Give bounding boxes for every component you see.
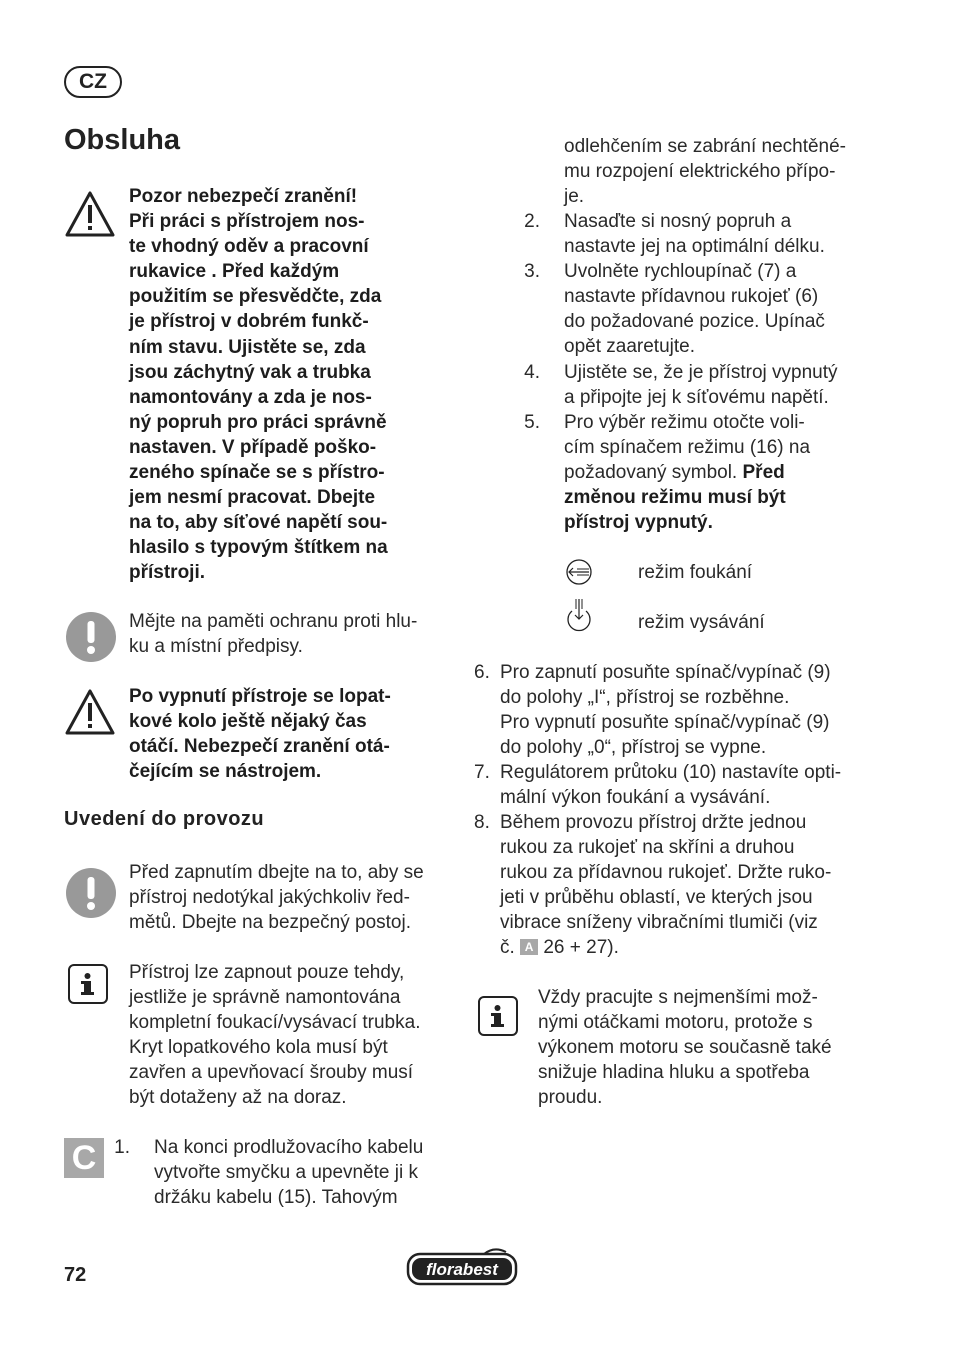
step-number: 8. [474, 812, 490, 833]
step-text-normal: Pro výběr režimu otočte voli- cím spínačem režimu (16) na požadovaný symbol. [564, 412, 811, 484]
language-badge: CZ [64, 66, 122, 98]
step-number: 6. [474, 662, 490, 683]
info-icon [478, 996, 518, 1036]
step-text: Pro zapnutí posuňte spínač/vypínač (9) do polohy „I“, přístroj se rozběhne. Pro vypnutí posuňte spínač/vypínač (9) do polohy „0“, přístroj se vypne. [500, 662, 831, 759]
warning-text-impeller: Po vypnutí přístroje se lopat- kové kolo ještě nějaký čas otáčí. Nebezpečí zranění otá- čejícím se nástrojem. [129, 686, 391, 783]
attention-icon [66, 612, 116, 662]
figure-a-badge: A [520, 939, 538, 955]
step-text [500, 810, 870, 961]
note-before-start: Před zapnutím dbejte na to, aby se přístroj nedotýkal jakýchkoliv řed- mětů. Dbejte na bezpečný postoj. [129, 862, 424, 934]
page-number: 72 [64, 1264, 87, 1286]
vacuum-mode-label: režim vysávání [638, 612, 765, 633]
info-icon [68, 964, 108, 1004]
step-text: Ujistěte se, že je přístroj vypnutý a připojte jej k síťovému napětí. [564, 362, 838, 409]
step-text-bold: Před změnou režimu musí být přístroj vypnutý. [564, 462, 786, 534]
step-number: 2. [524, 211, 540, 232]
step-text: Uvolněte rychloupínač (7) a nastavte přídavnou rukojeť (6) do požadované pozice. Upínač opět zaaretujte. [564, 261, 825, 358]
step-text: Regulátorem průtoku (10) nastavíte opti- mální výkon foukání a vysávání. [500, 762, 842, 809]
blow-mode-label: režim foukání [638, 562, 753, 583]
info-switch-on: Přístroj lze zapnout pouze tehdy, jestliže je správně namontována kompletní foukací/vysávací trubka. Kryt lopatkového kola musí být zavřen a upevňovací šrouby musí být dotaženy až na doraz. [129, 962, 421, 1109]
step-number: 3. [524, 261, 540, 282]
note-noise-protection: Mějte na paměti ochranu proti hlu- ku a místní předpisy. [129, 611, 418, 658]
step-text [564, 410, 864, 535]
warning-text-injury: Pozor nebezpečí zranění! Při práci s přístrojem nos- te vhodný oděv a pracovní rukavice . Před každým použitím se přesvědčte, zda je přístroj v dobrém funkč- ním stavu. Ujistěte se, zda jsou záchytný vak a trubka namontovány a zda je nos- ný popruh pro práci správně nastaven. V případě poško- zeného spínače se s přístro- jem nesmí pracovat. Dbejte na to, aby síťové napětí sou- hlasilo s typovým štítkem na přístroji. [129, 186, 388, 584]
brand-logo [406, 1248, 518, 1286]
step-number: 1. [114, 1137, 130, 1158]
page-title: Obsluha [64, 124, 181, 156]
step-text: Nasaďte si nosný popruh a nastavte jej na optimální délku. [564, 211, 825, 258]
step-text-continued: odlehčením se zabrání nechtěné- mu rozpojení elektrického přípo- je. [564, 136, 847, 208]
warning-triangle-icon [64, 190, 116, 238]
step-number: 7. [474, 762, 490, 783]
step-text-suffix: 26 + 27). [538, 937, 619, 959]
step-text-prefix: č. [500, 937, 521, 959]
blow-mode-icon [563, 558, 595, 586]
info-motor-speed: Vždy pracujte s nejmenšími mož- nými otáčkami motoru, protože s výkonem motoru se současně také snižuje hladina hluku a spotřeba proudu. [538, 987, 832, 1109]
step-text-main: Během provozu přístroj držte jednou rukou za rukojeť na skříni a druhou rukou za přídavnou rukojeť. Držte ruko- jeti v průběhu oblastí, ve kterých jsou vibrace sníženy vibračními tlumiči (viz [500, 812, 832, 934]
step-number: 4. [524, 362, 540, 383]
step-text: Na konci prodlužovacího kabelu vytvořte smyčku a upevněte ji k držáku kabelu (15). Tahovým [154, 1137, 424, 1209]
step-number: 5. [524, 412, 540, 433]
section-heading: Uvedení do provozu [64, 808, 265, 830]
figure-c-badge: C [64, 1138, 104, 1178]
attention-icon [66, 868, 116, 918]
vacuum-mode-icon [563, 597, 595, 637]
warning-triangle-icon [64, 688, 116, 736]
brand-name: florabest [426, 1260, 498, 1279]
